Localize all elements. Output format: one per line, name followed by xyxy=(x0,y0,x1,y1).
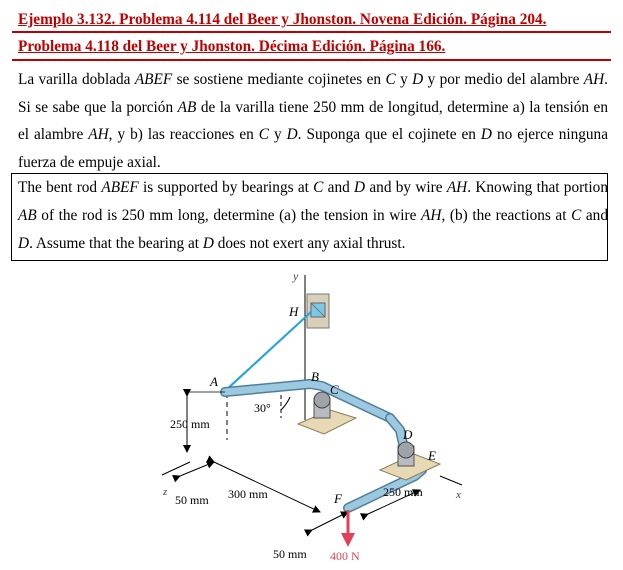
header-title-line-1: Ejemplo 3.132. Problema 4.114 del Beer y Jhonston. Novena Edición. Página 204. xyxy=(18,11,547,28)
dim-line-50-bottom xyxy=(312,512,348,530)
z-axis xyxy=(162,462,190,475)
label-z-axis: z xyxy=(163,486,168,498)
label-point-d: D xyxy=(403,427,413,442)
label-dim-250-right: 250 mm xyxy=(383,485,423,499)
label-point-e: E xyxy=(428,448,436,463)
header-title-line-2: Problema 4.118 del Beer y Jhonston. Décima Edición. Página 166. xyxy=(18,38,446,55)
label-dim-50-left: 50 mm xyxy=(175,493,209,507)
label-load: 400 N xyxy=(330,549,360,563)
label-point-a: A xyxy=(210,374,218,389)
wall-bracket-h xyxy=(307,294,329,328)
label-point-c: C xyxy=(330,382,339,397)
label-dim-250-ab: 250 mm xyxy=(170,417,210,431)
label-dim-50-bottom: 50 mm xyxy=(273,547,307,561)
load-arrow-400n xyxy=(341,510,355,547)
label-point-b: B xyxy=(311,369,319,384)
x-axis xyxy=(440,476,462,485)
label-angle: 30° xyxy=(254,401,271,415)
label-point-f: F xyxy=(334,491,342,506)
wire-ah xyxy=(225,312,311,391)
spanish-problem-text: La varilla doblada ABEF se sostiene mediante cojinetes en C y D y por medio del alambre AH. Si se sabe que la porción AB de la varilla tiene 250 mm de longitud, determine a) la tensión en el alambre AH, y b) las reacciones en C y D. Suponga que el cojinete en D no ejerce ninguna fuerza de empuje axial. xyxy=(18,71,608,171)
label-y-axis: y xyxy=(293,269,299,283)
label-point-h: H xyxy=(289,304,299,319)
label-dim-300: 300 mm xyxy=(228,487,268,501)
english-problem-text: The bent rod ABEF is supported by bearings at C and D and by wire AH. Knowing that portion AB of the rod is 250 mm long, determine (a) the tension in wire AH, (b) the reactions at C and D. Assume that the bearing at D does not exert any axial thrust. xyxy=(18,179,608,252)
label-x-axis: x xyxy=(456,489,461,501)
angle-arc xyxy=(281,397,290,410)
rod-segment-abc xyxy=(225,384,390,418)
